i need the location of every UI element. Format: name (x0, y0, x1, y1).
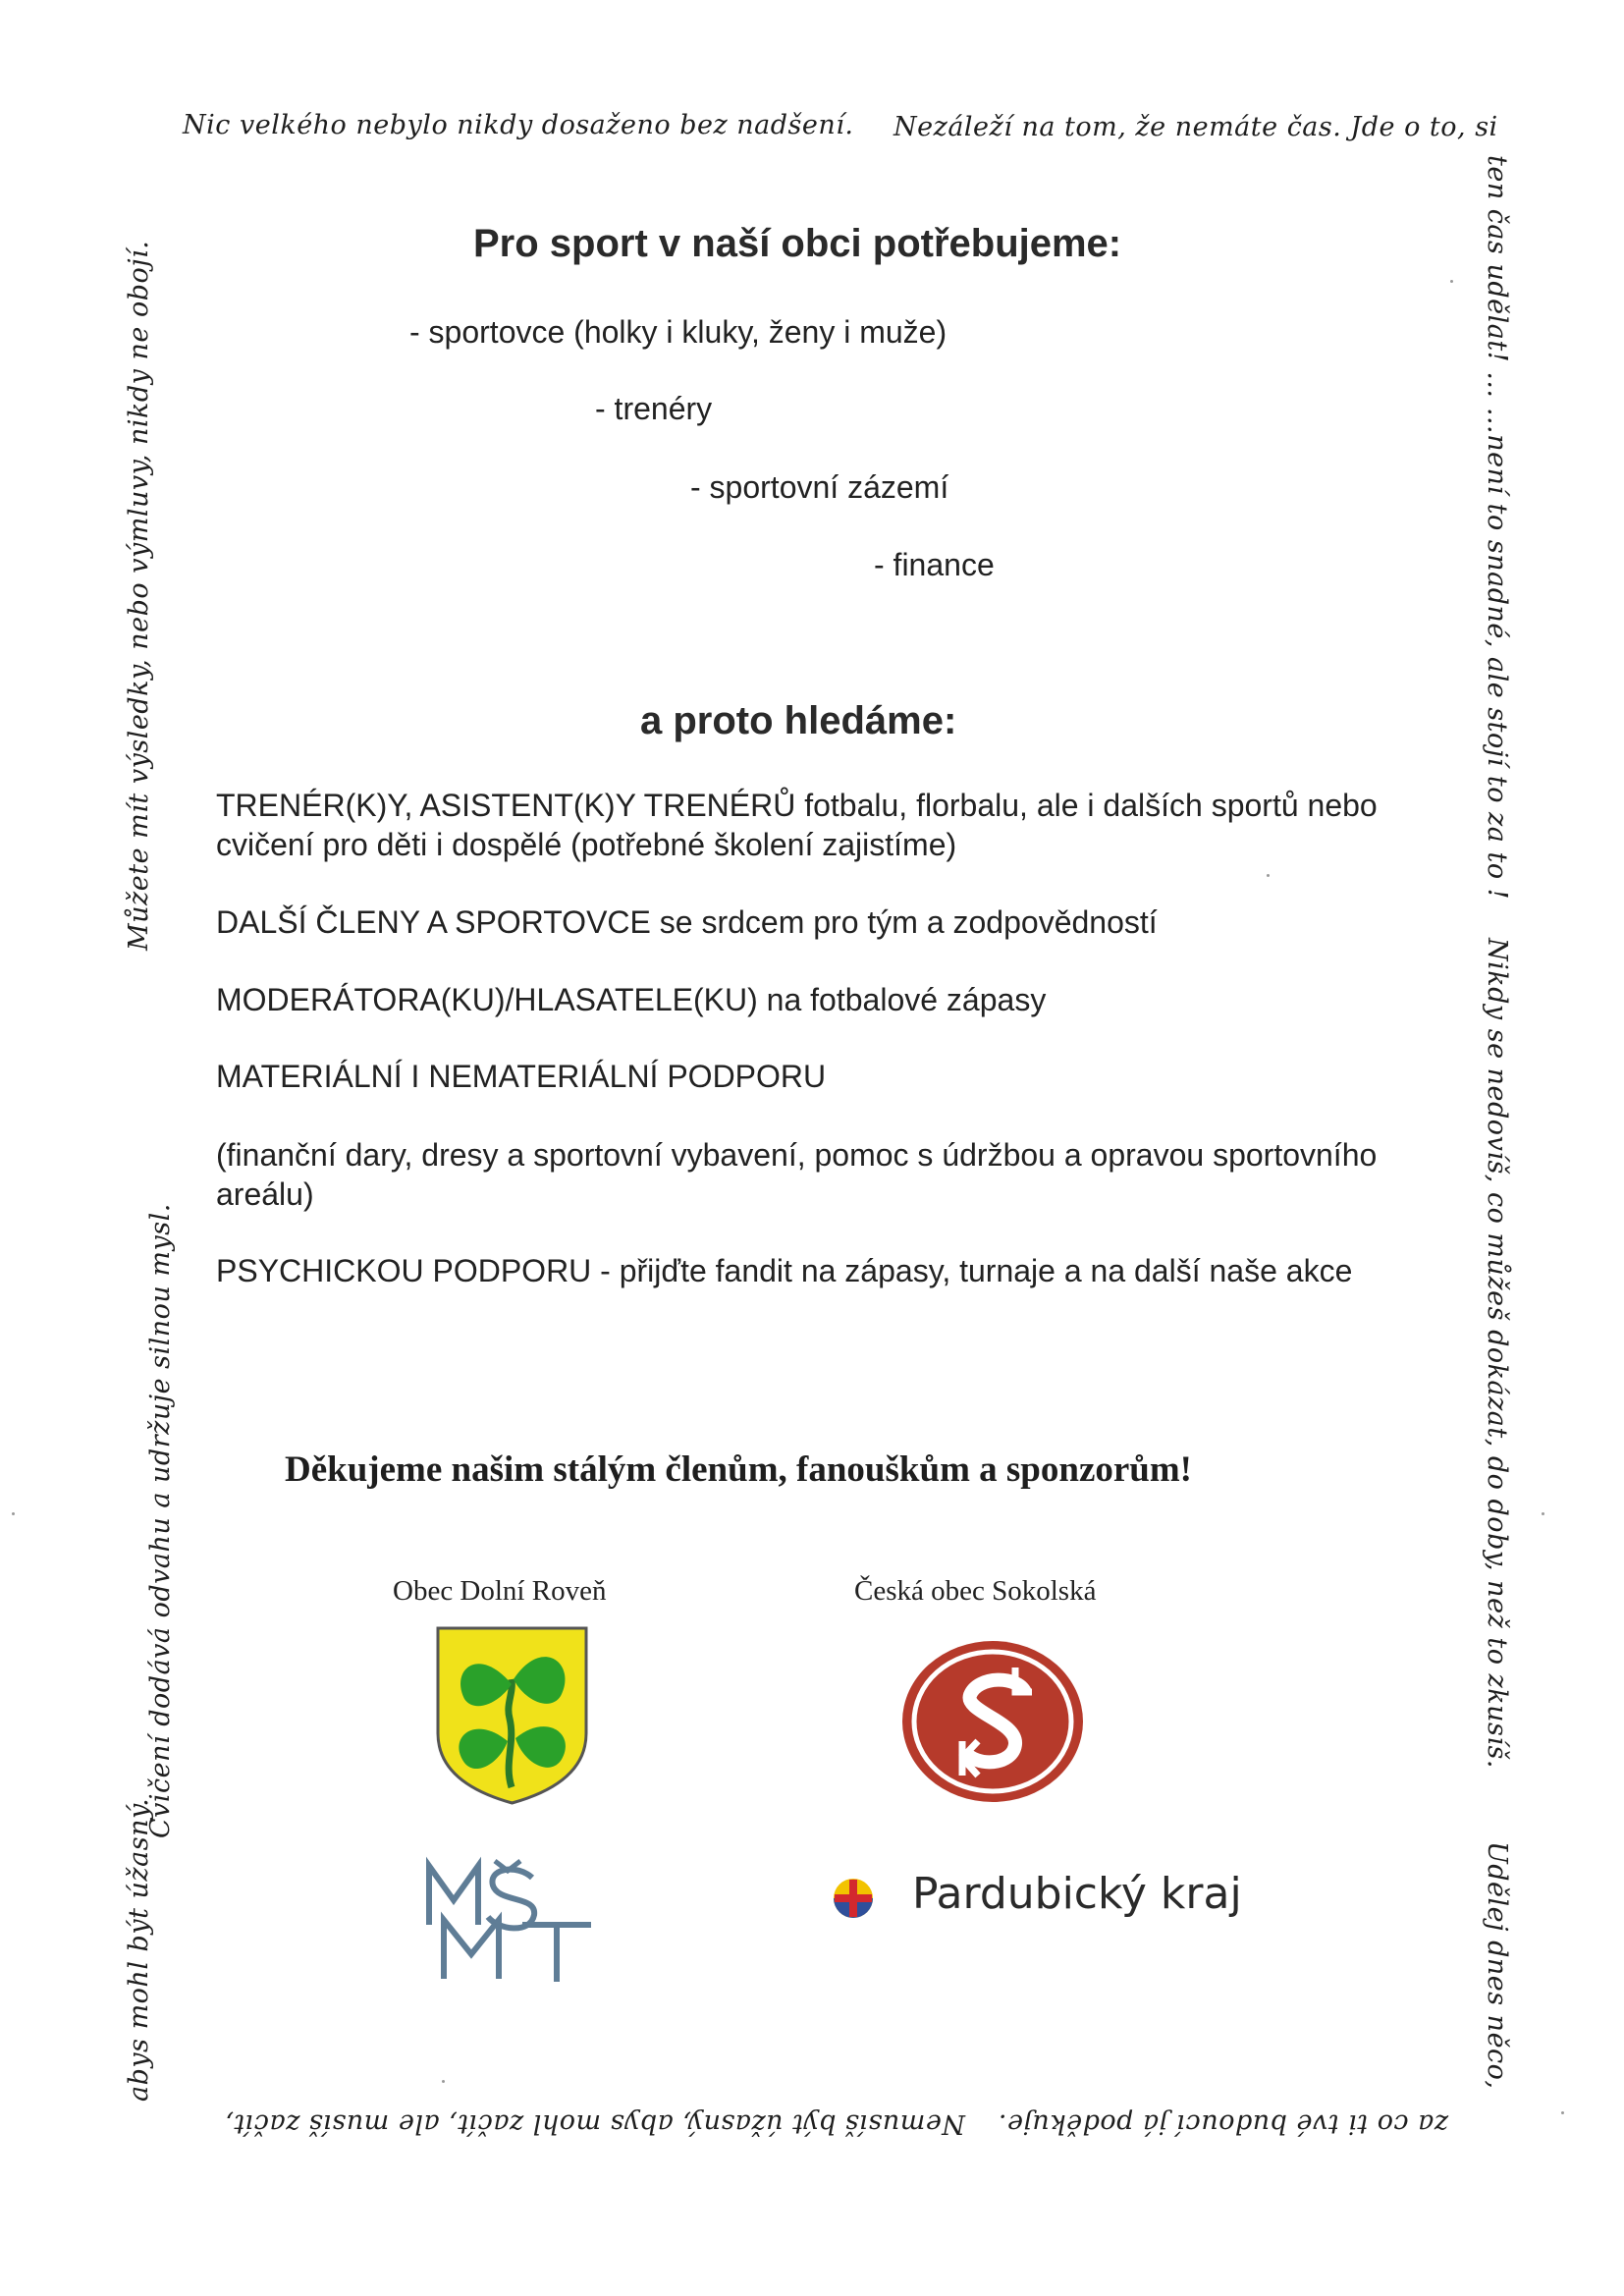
search-heading: a proto hledáme: (640, 699, 957, 742)
need-item: - sportovce (holky i kluky, ženy i muže) (409, 314, 947, 350)
need-item: - trenéry (595, 391, 713, 426)
thanks-line: Děkujeme našim stálým členům, fanouškům a sponzorům! (285, 1449, 1193, 1490)
quote-top-left: Nic velkého nebylo nikdy dosaženo bez nadšení. (183, 110, 854, 140)
scan-speck (1561, 2111, 1564, 2114)
need-item: - finance (874, 547, 995, 582)
quote-top-right: Nezáleží na tom, že nemáte čas. Jde o to, si (893, 112, 1498, 142)
sponsor-label-sokol: Česká obec Sokolská (854, 1575, 1097, 1607)
pardubicky-kraj-logo-text: Pardubický kraj (912, 1869, 1242, 1919)
scan-speck (12, 1512, 15, 1515)
search-item: DALŠÍ ČLENY A SPORTOVCE se srdcem pro tým a zodpovědností (216, 904, 1158, 940)
msmt-logo (424, 1856, 599, 1984)
scan-speck (442, 2080, 445, 2083)
main-heading: Pro sport v naší obci potřebujeme: (473, 222, 1122, 265)
sponsor-label-dolni-roven: Obec Dolní Roveň (393, 1575, 607, 1607)
need-item: - sportovní zázemí (690, 469, 949, 505)
scan-speck (1542, 1512, 1544, 1515)
sokol-logo (899, 1638, 1086, 1805)
pardubicky-kraj-cross-icon (833, 1878, 874, 1919)
quote-left-2: Cvičení dodává odvahu a udržuje silnou mysl. (145, 1203, 176, 1838)
search-item: MATERIÁLNÍ I NEMATERIÁLNÍ PODPORU (216, 1059, 827, 1094)
scan-speck (1450, 280, 1453, 283)
quote-left-3: abys mohl být úžasný. (124, 1797, 154, 2102)
quote-bottom-right: za co ti tvé budoucí já poděkuje. (998, 2108, 1448, 2139)
quote-left-1: Můžete mít výsledky, nebo výmluvy, nikdy ne obojí. (124, 240, 154, 951)
search-item: (finanční dary, dresy a sportovní vybavení, pomoc s údržbou a opravou sportovního areálu) (216, 1137, 1378, 1212)
search-item: MODERÁTORA(KU)/HLASATELE(KU) na fotbalové zápasy (216, 982, 1047, 1017)
search-item: TRENÉR(K)Y, ASISTENT(K)Y TRENÉRŮ fotbalu, florbalu, ale i dalších sportů nebo cvičení pro děti i dospělé (potřebné školení zajistíme) (216, 788, 1378, 862)
quote-bottom-left: Nemusíš být úžasný, abys mohl začít, ale musíš začít, (224, 2108, 965, 2139)
search-item: PSYCHICKOU PODPORU - přijďte fandit na zápasy, turnaje a na další naše akce (216, 1253, 1353, 1288)
scan-speck (1267, 874, 1270, 877)
quote-right-1: ten čas udělat! … …není to snadné, ale stojí to za to ! (1482, 155, 1512, 901)
dolni-roven-crest-logo (435, 1625, 589, 1806)
quote-right-3: Udělej dnes něco, (1482, 1841, 1512, 2090)
quote-right-2: Nikdy se nedovíš, co můžeš dokázat, do doby, než to zkusíš. (1482, 938, 1512, 1769)
